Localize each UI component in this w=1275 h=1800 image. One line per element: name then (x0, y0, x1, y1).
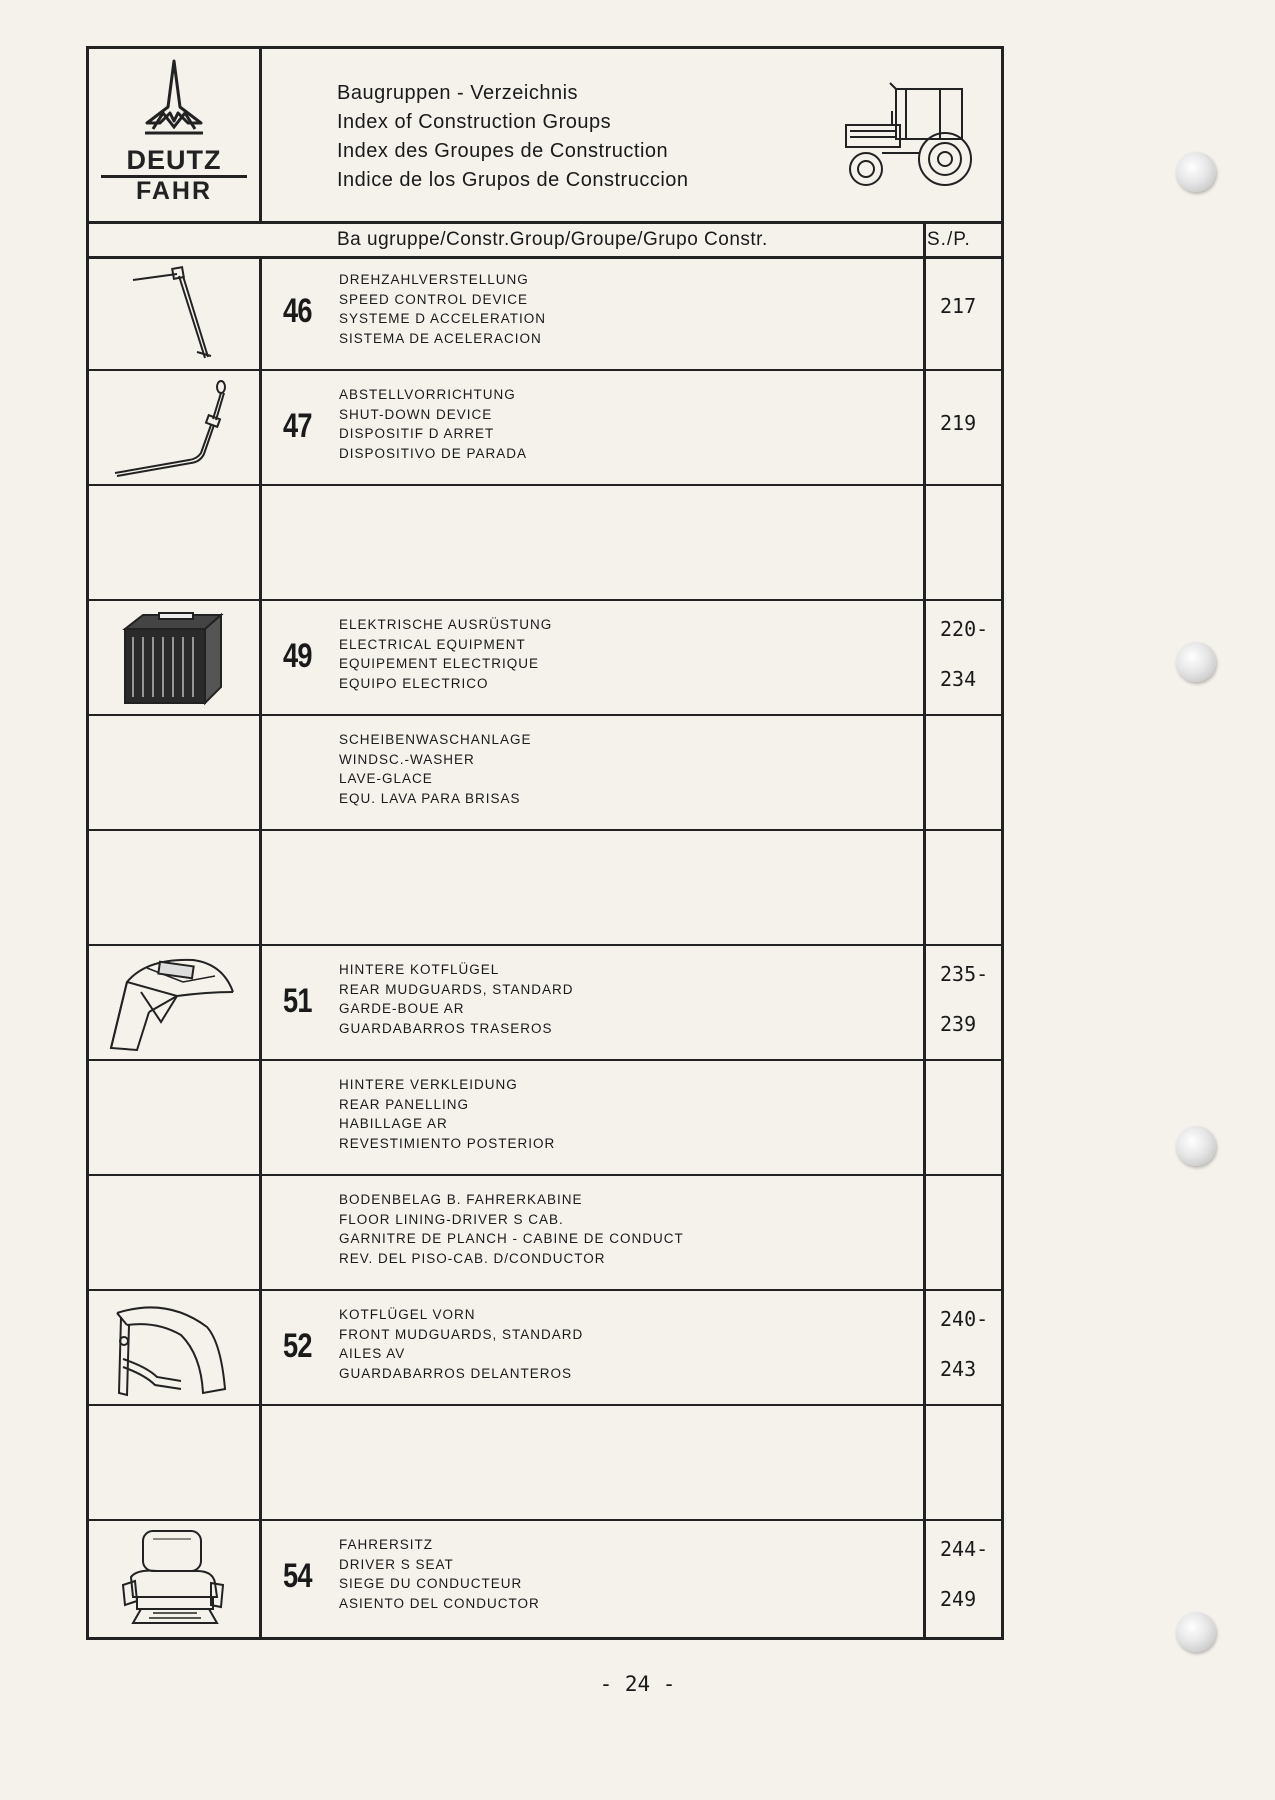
desc-line-fr: EQUIPEMENT ELECTRIQUE (339, 656, 540, 671)
group-description (339, 1305, 583, 1383)
rear-mudguard-icon (97, 952, 249, 1052)
table-row-empty (89, 486, 1001, 601)
group-description (339, 1535, 540, 1613)
group-number: 54 (283, 1557, 312, 1595)
desc-line-es: GUARDABARROS DELANTEROS (339, 1365, 573, 1381)
page-title (337, 79, 689, 195)
desc-line-de: DREHZAHLVERSTELLUNG (339, 272, 529, 287)
desc-line-es: GUARDABARROS TRASEROS (339, 1020, 553, 1036)
desc-line-de: BODENBELAG B. FAHRERKABINE (339, 1192, 583, 1207)
title-fr: Index des Groupes de Construction (337, 140, 669, 162)
desc-line-fr: GARDE-BOUE AR (339, 1001, 465, 1016)
logo-deutz: DEUTZ (126, 145, 222, 175)
punch-hole (1176, 642, 1216, 682)
page-to: 234 (940, 667, 977, 691)
desc-line-de: HINTERE KOTFLÜGEL (339, 962, 500, 977)
title-de: Baugruppen - Verzeichnis (337, 82, 579, 104)
table-row-empty (89, 1406, 1001, 1521)
logo-fahr: FAHR (135, 177, 213, 205)
table-row (89, 601, 1001, 716)
desc-line-fr: SIEGE DU CONDUCTEUR (339, 1576, 523, 1591)
title-en: Index of Construction Groups (337, 111, 612, 133)
table-row (89, 1291, 1001, 1406)
table-row (89, 716, 1001, 831)
page-from: 244- (940, 1537, 989, 1561)
desc-line-fr: LAVE-GLACE (339, 771, 433, 786)
desc-line-en: REAR PANELLING (339, 1096, 470, 1112)
group-description (339, 385, 527, 463)
desc-line-es: REVESTIMIENTO POSTERIOR (339, 1135, 556, 1151)
desc-line-en: FRONT MUDGUARDS, STANDARD (339, 1326, 584, 1342)
desc-line-de: ABSTELLVORRICHTUNG (339, 387, 516, 402)
group-description (339, 960, 574, 1038)
group-description (339, 270, 546, 348)
table-row-empty (89, 831, 1001, 946)
table-row (89, 1176, 1001, 1291)
desc-line-fr: AILES AV (339, 1346, 406, 1361)
logo (89, 49, 262, 221)
front-mudguard-icon (97, 1297, 249, 1397)
column-header-divider (923, 224, 926, 256)
group-description (339, 615, 552, 693)
page-from: 220- (940, 617, 989, 641)
column-header-page: S./P. (927, 229, 971, 250)
desc-line-es: REV. DEL PISO-CAB. D/CONDUCTOR (339, 1250, 606, 1266)
page-to: 249 (940, 1587, 977, 1611)
driver-seat-icon (97, 1527, 249, 1627)
group-number: 46 (283, 292, 312, 330)
punch-hole (1176, 152, 1216, 192)
battery-icon (97, 607, 249, 707)
group-number: 49 (283, 637, 312, 675)
desc-line-de: KOTFLÜGEL VORN (339, 1307, 476, 1322)
tractor-icon (840, 81, 990, 191)
desc-line-en: FLOOR LINING-DRIVER S CAB. (339, 1211, 564, 1227)
group-number: 52 (283, 1327, 312, 1365)
column-header-group: Ba ugruppe/Constr.Group/Groupe/Grupo Constr. (337, 229, 768, 250)
page-from: 219 (940, 411, 977, 435)
desc-line-en: DRIVER S SEAT (339, 1556, 454, 1572)
desc-line-de: FAHRERSITZ (339, 1537, 434, 1552)
group-number: 51 (283, 982, 312, 1020)
desc-line-de: HINTERE VERKLEIDUNG (339, 1077, 518, 1092)
column-header (89, 224, 1001, 259)
desc-line-en: REAR MUDGUARDS, STANDARD (339, 981, 574, 997)
table-row (89, 1061, 1001, 1176)
punch-hole (1176, 1126, 1216, 1166)
desc-line-es: EQUIPO ELECTRICO (339, 675, 489, 691)
title-es: Indice de los Grupos de Construccion (337, 169, 689, 191)
group-description (339, 1190, 684, 1268)
group-description (339, 730, 532, 808)
table-row (89, 371, 1001, 486)
punch-hole (1176, 1612, 1216, 1652)
desc-line-de: SCHEIBENWASCHANLAGE (339, 732, 532, 747)
desc-line-es: SISTEMA DE ACELERACION (339, 330, 542, 346)
desc-line-fr: HABILLAGE AR (339, 1116, 448, 1131)
page-number: - 24 - (599, 1672, 676, 1696)
desc-line-fr: SYSTEME D ACCELERATION (339, 311, 547, 326)
desc-line-en: SHUT-DOWN DEVICE (339, 406, 493, 422)
table-row (89, 1521, 1001, 1636)
desc-line-de: ELEKTRISCHE AUSRÜSTUNG (339, 617, 553, 632)
index-table (86, 46, 1004, 1640)
page-to: 243 (940, 1357, 977, 1381)
page-from: 235- (940, 962, 989, 986)
desc-line-en: SPEED CONTROL DEVICE (339, 291, 529, 307)
shut-down-cable-icon (97, 377, 249, 477)
deutz-antler-icon (89, 55, 259, 155)
desc-line-es: DISPOSITIVO DE PARADA (339, 445, 528, 461)
desc-line-fr: GARNITRE DE PLANCH - CABINE DE CONDUCT (339, 1231, 684, 1246)
page-from: 217 (940, 294, 977, 318)
group-description (339, 1075, 555, 1153)
desc-line-es: ASIENTO DEL CONDUCTOR (339, 1595, 540, 1611)
desc-line-en: WINDSC.-WASHER (339, 751, 475, 767)
desc-line-en: ELECTRICAL EQUIPMENT (339, 636, 526, 652)
header (89, 49, 1001, 224)
page-from: 240- (940, 1307, 989, 1331)
page-to: 239 (940, 1012, 977, 1036)
desc-line-fr: DISPOSITIF D ARRET (339, 426, 495, 441)
table-row (89, 256, 1001, 371)
desc-line-es: EQU. LAVA PARA BRISAS (339, 790, 521, 806)
table-row (89, 946, 1001, 1061)
speed-control-lever-icon (97, 262, 249, 362)
group-number: 47 (283, 407, 312, 445)
